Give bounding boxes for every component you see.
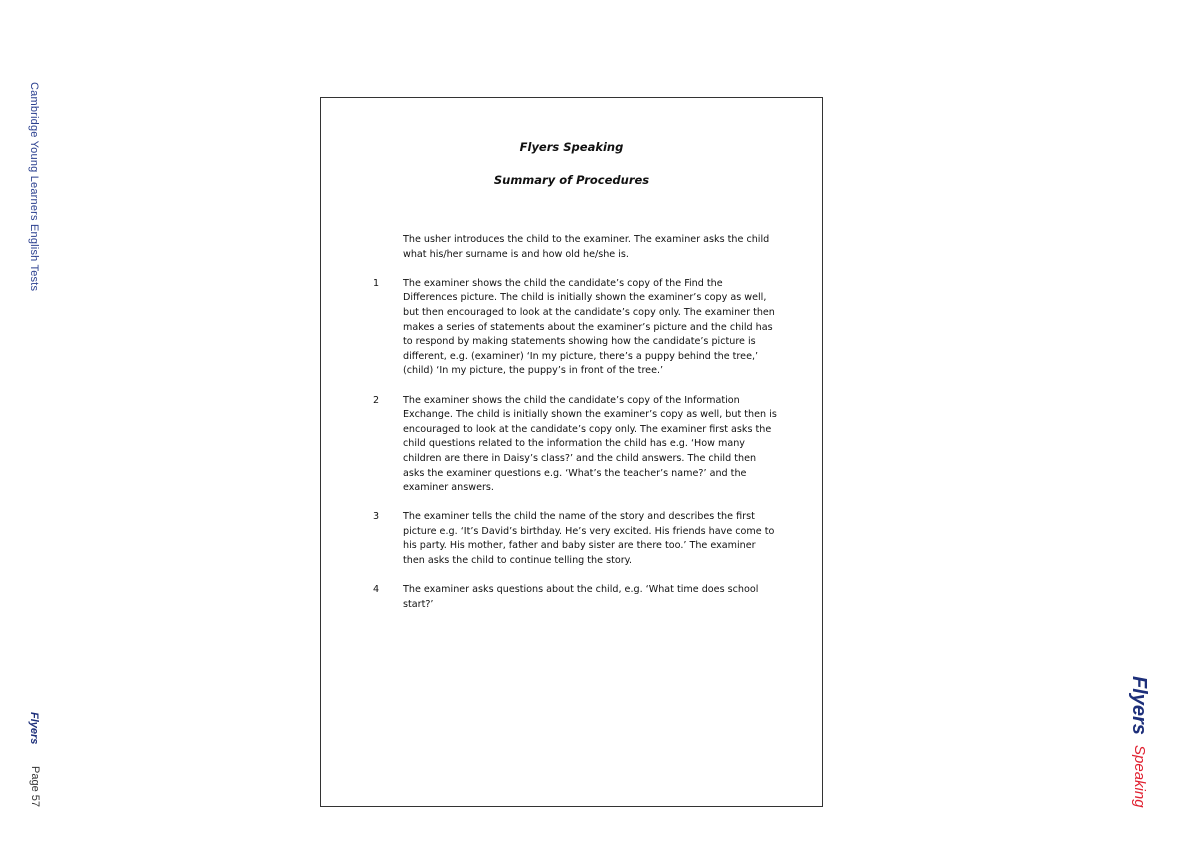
step-number: 4 xyxy=(373,584,380,596)
step-number: 1 xyxy=(373,277,380,289)
document-frame xyxy=(320,97,823,807)
procedure-step xyxy=(369,510,779,568)
intro-text: The usher introduces the child to the examiner. The examiner asks the child what his/her surname is and how old he/she is. xyxy=(403,234,770,260)
step-number: 2 xyxy=(373,394,380,406)
flyers-logo-small: Flyers xyxy=(28,712,40,745)
procedure-step xyxy=(369,277,779,379)
speaking-logo-text: Speaking xyxy=(1131,745,1148,808)
step-text: The examiner asks questions about the child, e.g. ‘What time does school start?’ xyxy=(403,584,759,610)
step-number: 3 xyxy=(373,511,380,523)
procedure-step xyxy=(369,583,779,612)
procedure-step xyxy=(369,394,779,496)
page-number: Page 57 xyxy=(29,766,41,807)
series-title: Cambridge Young Learners English Tests xyxy=(28,82,40,292)
document-title: Flyers Speaking xyxy=(519,140,624,154)
flyers-speaking-logo xyxy=(1127,676,1150,808)
intro-paragraph xyxy=(369,233,779,262)
flyers-logo-text: Flyers xyxy=(1128,676,1150,735)
procedure-list xyxy=(369,233,779,627)
step-text: The examiner shows the child the candidate’s copy of the Find the Differences picture. The child is initially shown the examiner’s copy as well, but then encouraged to look at the candidate’s copy only. The examiner then makes a series of statements about the examiner’s picture and the child has to respond by making statements showing how the candidate’s picture is different, e.g. (examiner) ‘In my picture, there’s a puppy behind the tree,’ (child) ‘In my picture, the puppy’s in front of the tree.’ xyxy=(403,277,775,377)
document-subtitle: Summary of Procedures xyxy=(493,173,650,187)
step-text: The examiner shows the child the candidate’s copy of the Information Exchange. The child is initially shown the examiner’s copy as well, but then is encouraged to look at the candidate’s copy only. The examiner first asks the child questions related to the information the child has e.g. ‘How many children are there in Daisy’s class?’ and the child answers. The child then asks the examiner questions e.g. ‘What’s the teacher’s name?’ and the examiner answers. xyxy=(403,394,777,494)
step-text: The examiner tells the child the name of the story and describes the first picture e.g. ‘It’s David’s birthday. He’s very excited. His friends have come to his party. His mother, father and baby sister are there too.’ The examiner then asks the child to continue telling the story. xyxy=(403,511,775,567)
